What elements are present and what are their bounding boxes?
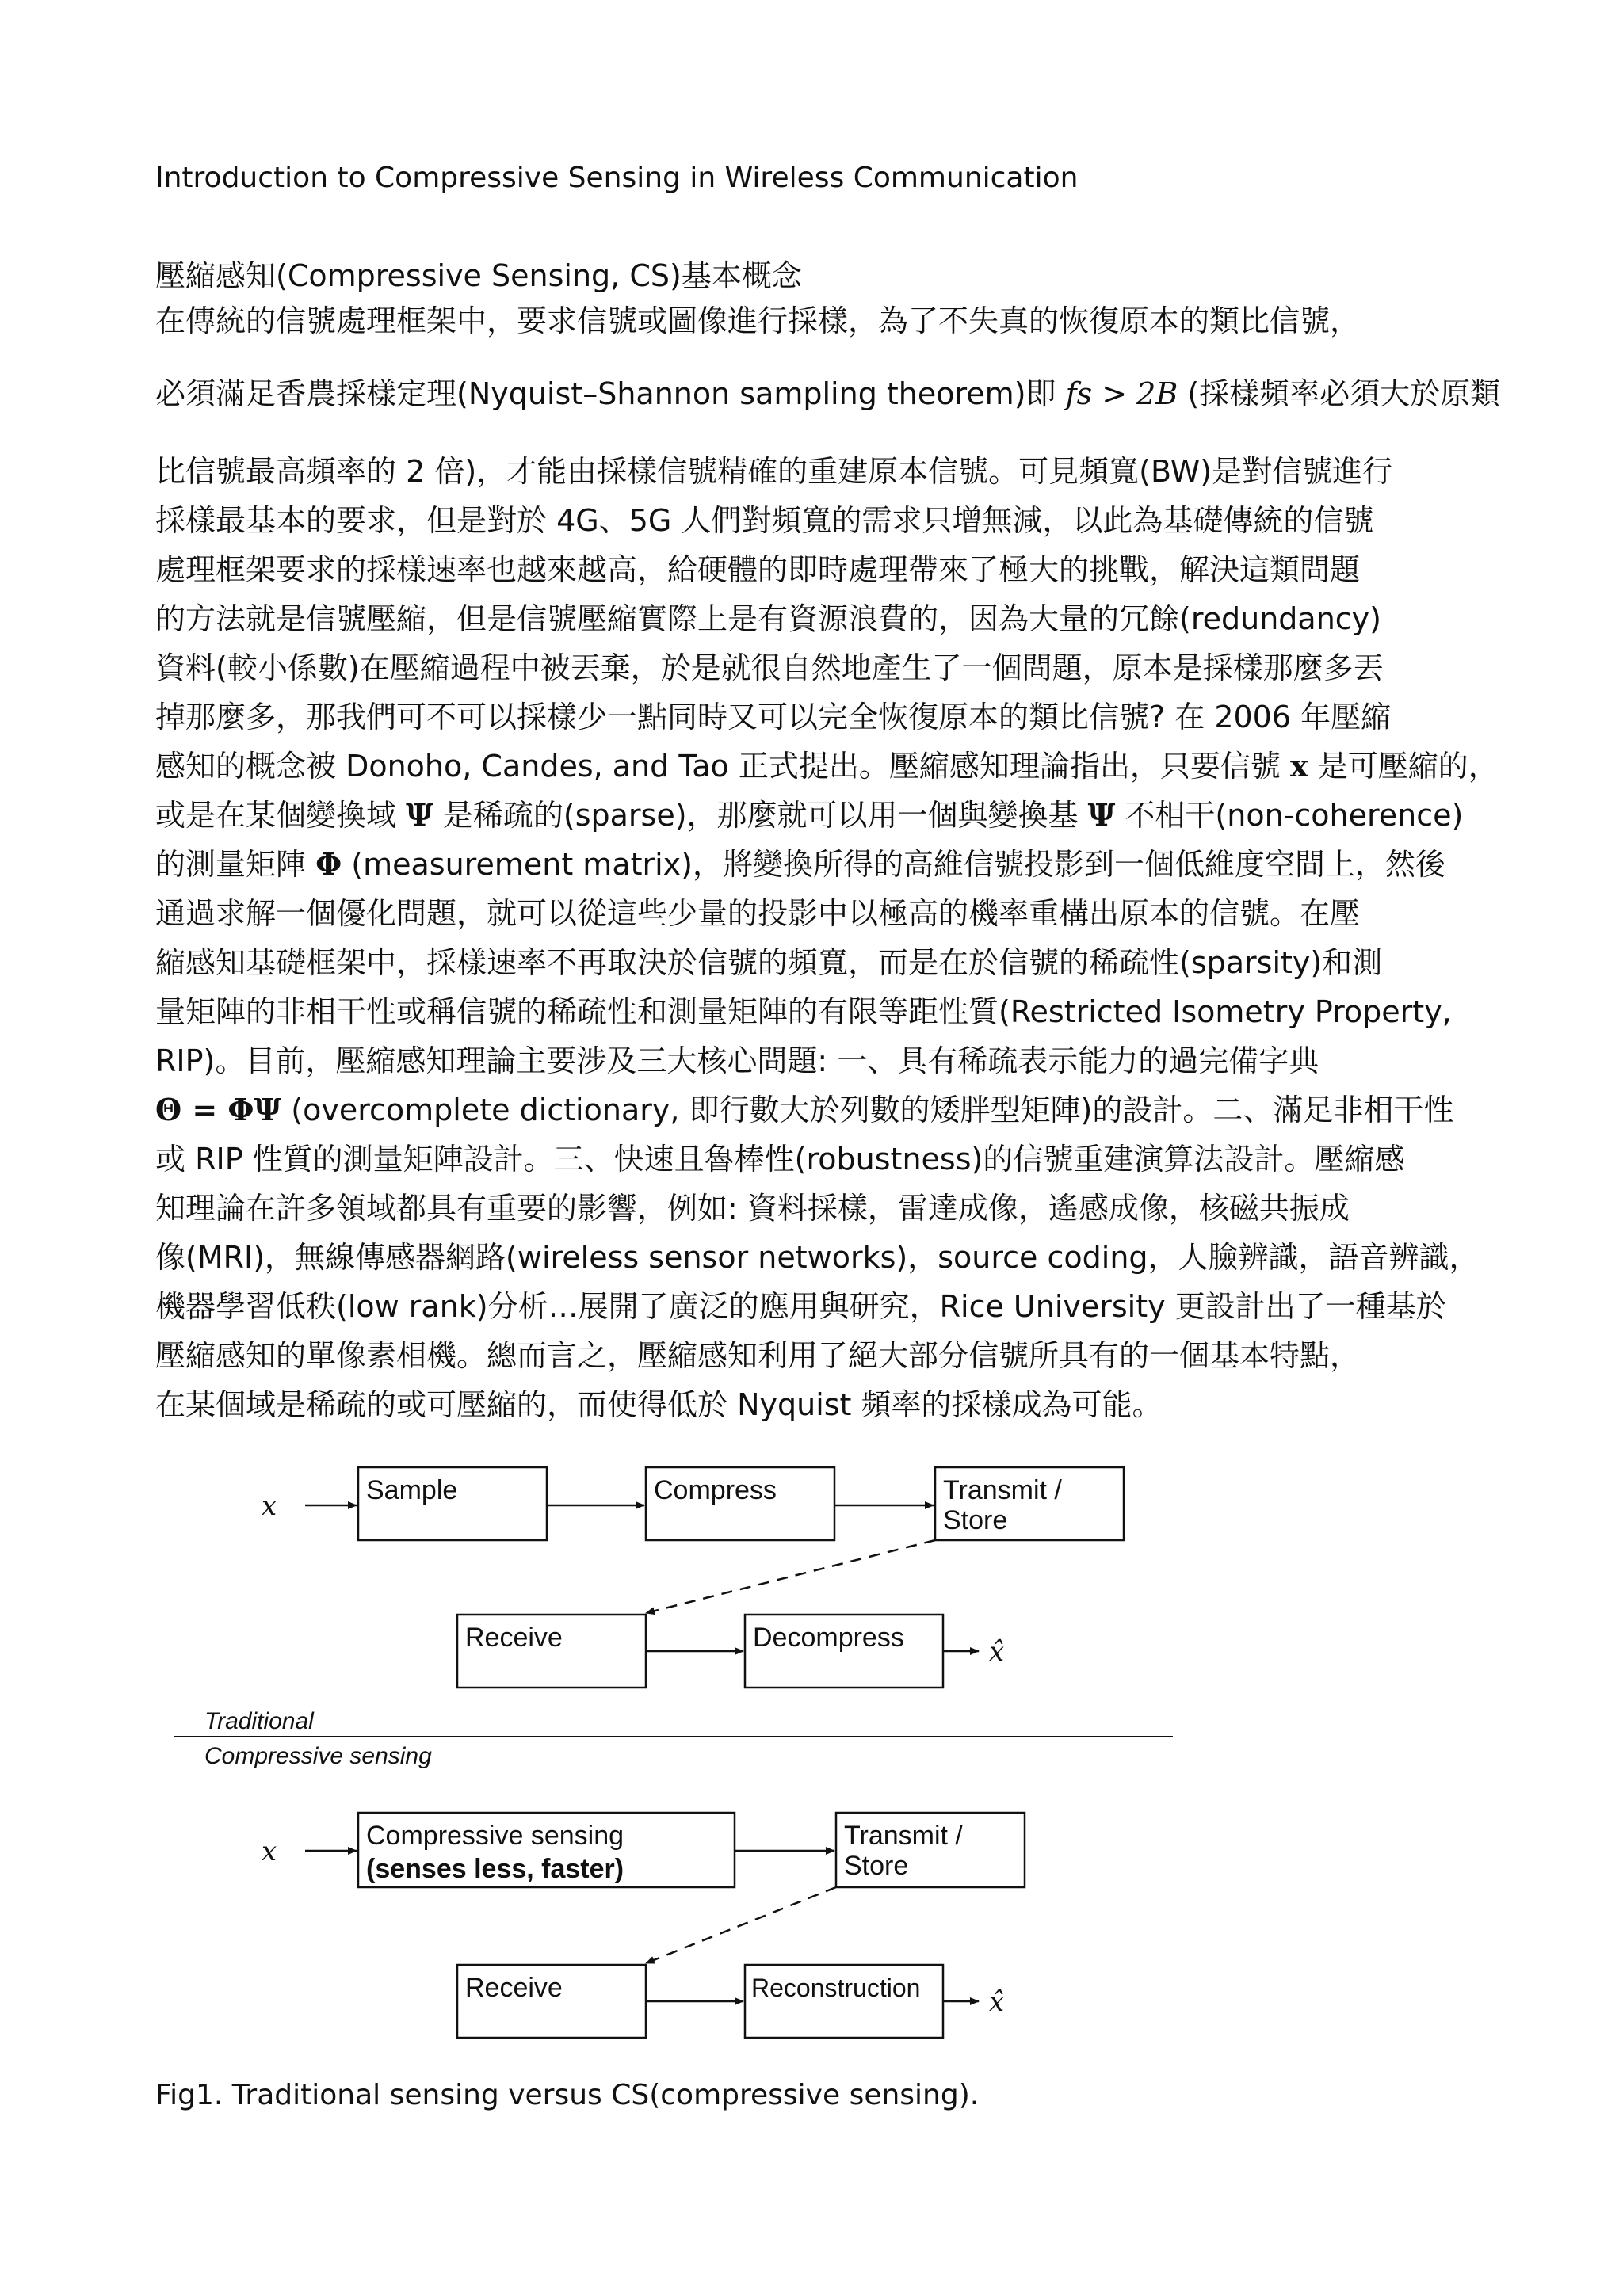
- paragraph-line: RIP)。目前，壓縮感知理論主要涉及三大核心問題: 一、具有稀疏表示能力的過完備字典: [155, 1043, 1319, 1078]
- paragraph-line: 資料(較小係數)在壓縮過程中被丟棄，於是就很自然地產生了一個問題，原本是採樣那麼多丟: [155, 650, 1384, 685]
- psi-symbol: Ψ: [406, 797, 433, 833]
- figure-caption: Fig1. Traditional sensing versus CS(compressive sensing).: [155, 2079, 980, 2111]
- paragraph-line: 處理框架要求的採樣速率也越來越高，給硬體的即時處理帶來了極大的挑戰，解決這類問題: [155, 552, 1361, 587]
- output-symbol: x̂: [989, 1986, 1005, 2018]
- paragraph-line: [155, 374, 1500, 414]
- text-span: 是稀疏的(sparse)，那麼就可以用一個與變換基: [433, 798, 1088, 833]
- text-span: 不相干(non-coherence): [1115, 798, 1464, 833]
- dashed-flow-arrow: [646, 1887, 836, 1963]
- transmit-label: Transmit /: [943, 1475, 1062, 1505]
- store-label: Store: [943, 1505, 1008, 1535]
- paragraph-line: 量矩陣的非相干性或稱信號的稀疏性和測量矩陣的有限等距性質(Restricted Isometry Property,: [155, 994, 1452, 1029]
- sampling-formula: fs > 2B: [1065, 376, 1178, 411]
- text-span: 或是在某個變換域: [155, 798, 407, 833]
- paragraph-line: 比信號最高頻率的 2 倍)，才能由採樣信號精確的重建原本信號。可見頻寬(BW)是對信號進行: [155, 454, 1393, 489]
- dictionary-formula: Θ = ΦΨ: [155, 1092, 282, 1127]
- paragraph-line: 通過求解一個優化問題，就可以從這些少量的投影中以極高的機率重構出原本的信號。在壓: [155, 896, 1361, 931]
- input-symbol: x: [262, 1490, 277, 1522]
- paragraph-line: [155, 746, 1499, 786]
- text-span: 感知的概念被 Donoho, Candes, and Tao 正式提出。壓縮感知理論指出，只要信號: [155, 749, 1290, 784]
- paragraph-line: 縮感知基礎框架中，採樣速率不再取決於信號的頻寬，而是在於信號的稀疏性(sparsity)和測: [155, 945, 1383, 980]
- text-span: (採樣頻率必須大於原類: [1178, 376, 1501, 411]
- receive-label: Receive: [465, 1973, 563, 2003]
- psi-symbol: Ψ: [1087, 797, 1116, 833]
- reconstruction-label: Reconstruction: [751, 1974, 921, 2002]
- text-span: 的測量矩陣: [155, 847, 316, 882]
- paragraph-line: 或 RIP 性質的測量矩陣設計。三、快速且魯棒性(robustness)的信號重建演算法設計。壓縮感: [155, 1142, 1405, 1177]
- paragraph-line: 採樣最基本的要求，但是對於 4G、5G 人們對頻寬的需求只增無減，以此為基礎傳統的信號: [155, 503, 1374, 538]
- compress-label: Compress: [654, 1475, 777, 1505]
- phi-symbol: Φ: [315, 846, 342, 882]
- transmit-label: Transmit /: [844, 1821, 963, 1851]
- traditional-label: Traditional: [204, 1708, 314, 1734]
- output-symbol: x̂: [989, 1636, 1005, 1668]
- text-span: 必須滿足香農採樣定理(Nyquist–Shannon sampling theorem)即: [155, 376, 1066, 411]
- paragraph-line: [155, 845, 1445, 884]
- input-symbol: x: [262, 1836, 277, 1867]
- sample-label: Sample: [366, 1475, 458, 1505]
- paragraph-line: 的方法就是信號壓縮，但是信號壓縮實際上是有資源浪費的，因為大量的冗餘(redundancy): [155, 601, 1381, 636]
- receive-label: Receive: [465, 1623, 563, 1653]
- paragraph-line: [155, 795, 1463, 835]
- text-span: (measurement matrix)，將變換所得的高維信號投影到一個低維度空間上，然後: [342, 847, 1445, 882]
- text-span: (overcomplete dictionary, 即行數大於列數的矮胖型矩陣)的設計。二、滿足非相干性: [281, 1093, 1454, 1127]
- decompress-label: Decompress: [753, 1623, 904, 1653]
- signal-symbol: x: [1289, 748, 1308, 784]
- sensing-comparison-diagram: [204, 1458, 1205, 2076]
- dashed-flow-arrow: [646, 1540, 935, 1613]
- paragraph-line: 在某個域是稀疏的或可壓縮的，而使得低於 Nyquist 頻率的採樣成為可能。: [155, 1387, 1163, 1422]
- cs-block-sublabel: (senses less, faster): [366, 1854, 624, 1884]
- text-span: 是可壓縮的，: [1308, 749, 1499, 784]
- cs-block-label: Compressive sensing: [366, 1821, 624, 1851]
- compressive-sensing-label: Compressive sensing: [204, 1743, 432, 1769]
- document-title: Introduction to Compressive Sensing in Wireless Communication: [155, 162, 1079, 194]
- paragraph-line: [155, 1090, 1453, 1130]
- paragraph-line: 在傳統的信號處理框架中，要求信號或圖像進行採樣，為了不失真的恢復原本的類比信號，: [155, 303, 1361, 338]
- store-label: Store: [844, 1851, 909, 1881]
- paragraph-line: 壓縮感知的單像素相機。總而言之，壓縮感知利用了絕大部分信號所具有的一個基本特點，: [155, 1338, 1361, 1373]
- paragraph-line: 掉那麼多，那我們可不可以採樣少一點同時又可以完全恢復原本的類比信號? 在 2006 年壓縮: [155, 700, 1392, 734]
- paragraph-line: 像(MRI)，無線傳感器網路(wireless sensor networks)，source coding，人臉辨識，語音辨識，: [155, 1240, 1480, 1275]
- paragraph-line: 機器學習低秩(low rank)分析…展開了廣泛的應用與研究，Rice University 更設計出了一種基於: [155, 1289, 1446, 1324]
- paragraph-line: 知理論在許多領域都具有重要的影響，例如: 資料採樣，雷達成像，遙感成像，核磁共振成: [155, 1191, 1350, 1226]
- section-title: 壓縮感知(Compressive Sensing, CS)基本概念: [155, 258, 802, 293]
